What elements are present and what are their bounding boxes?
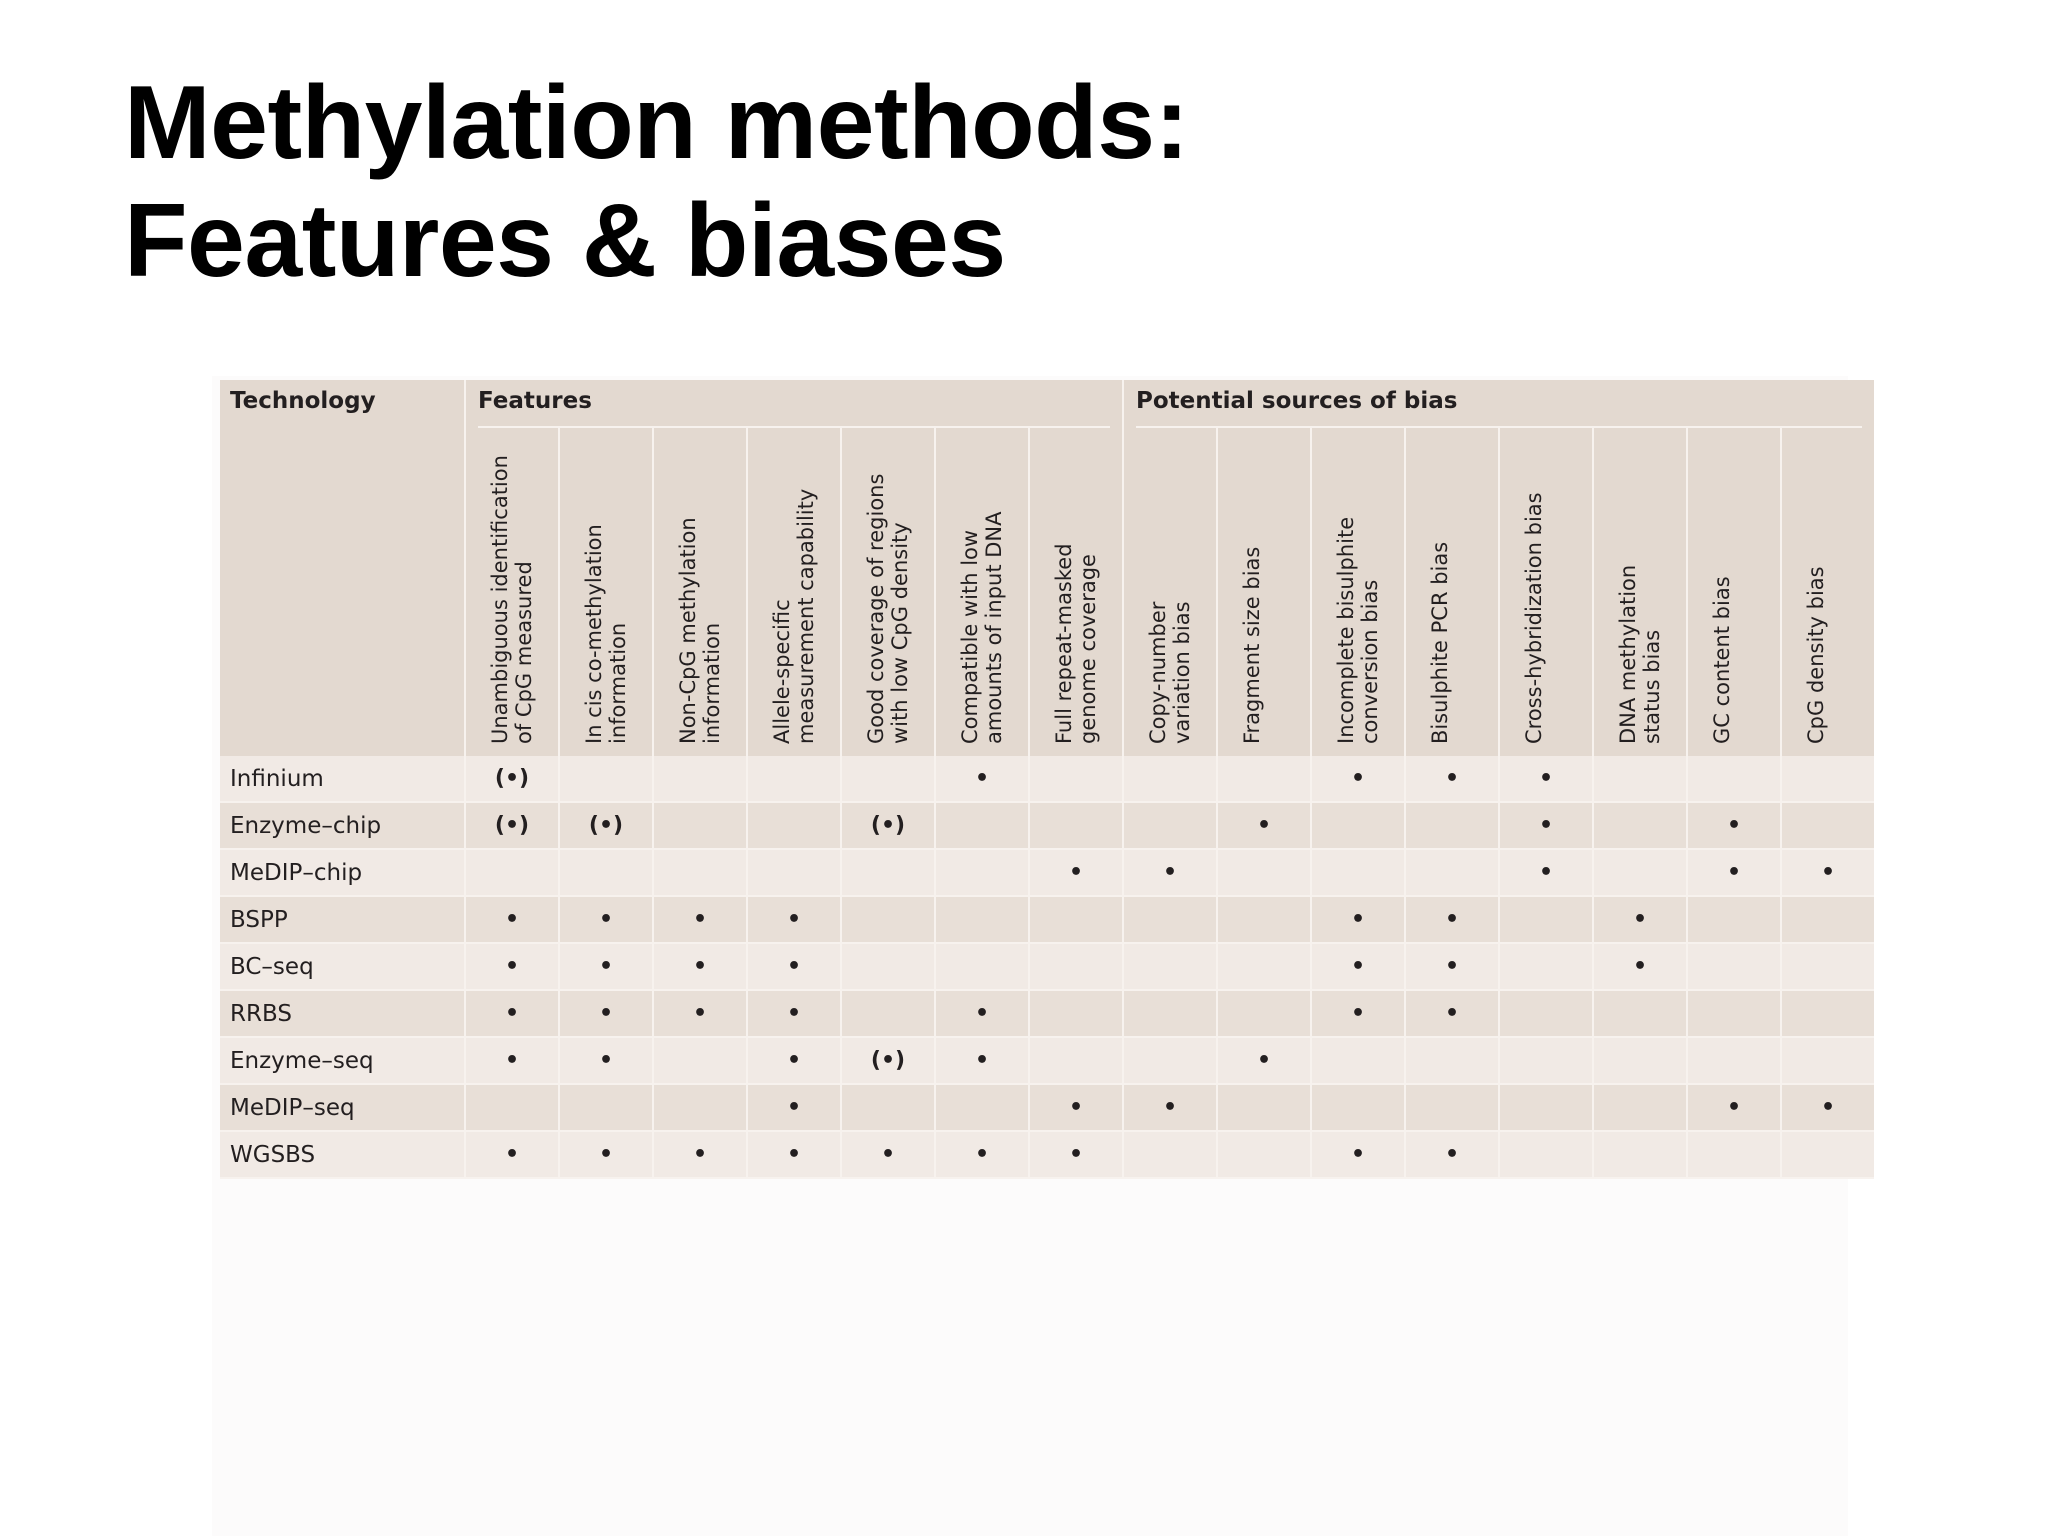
table-cell: • (1499, 849, 1593, 896)
group-header-row (220, 380, 1874, 428)
table-cell (1499, 1131, 1593, 1178)
column-header-label: CpG density bias (1804, 566, 1828, 744)
table-cell (1687, 1037, 1781, 1084)
slide-title (124, 64, 1189, 300)
table-cell (1781, 1131, 1874, 1178)
table-cell (653, 756, 747, 802)
table-cell (1217, 990, 1311, 1037)
table-cell: • (747, 1037, 841, 1084)
column-header-label: Non-CpG methylation information (676, 517, 724, 744)
feature-column-header (935, 428, 1029, 756)
table-cell: • (1029, 1131, 1123, 1178)
table-cell: • (747, 943, 841, 990)
table-cell: • (465, 990, 559, 1037)
table-cell: • (1123, 1084, 1217, 1131)
table-cell (1123, 943, 1217, 990)
table-cell (1593, 849, 1687, 896)
table-cell (559, 849, 653, 896)
table-row (220, 849, 1874, 896)
slide-title-line-2: Features & biases (124, 183, 1006, 299)
table-cell: (•) (465, 756, 559, 802)
technology-cell: Enzyme–chip (220, 802, 465, 849)
technology-cell: MeDIP–chip (220, 849, 465, 896)
table-cell (1029, 943, 1123, 990)
table-cell: • (747, 1131, 841, 1178)
table-cell (1593, 1037, 1687, 1084)
table-cell (1405, 1037, 1499, 1084)
table-row (220, 802, 1874, 849)
table-cell (1029, 1037, 1123, 1084)
table-cell: (•) (559, 802, 653, 849)
table-cell: • (465, 1037, 559, 1084)
table-cell (1311, 802, 1405, 849)
table-cell (1405, 802, 1499, 849)
table-cell: • (1217, 1037, 1311, 1084)
table-cell (1781, 896, 1874, 943)
technology-cell: Enzyme–seq (220, 1037, 465, 1084)
table-cell (1029, 990, 1123, 1037)
table-cell (1217, 849, 1311, 896)
feature-column-header (653, 428, 747, 756)
column-header-label: DNA methylation status bias (1616, 564, 1664, 744)
table-cell (1217, 1084, 1311, 1131)
table-row (220, 1131, 1874, 1178)
table-cell (1687, 943, 1781, 990)
table-cell (841, 849, 935, 896)
table-cell: (•) (465, 802, 559, 849)
table-cell (1499, 896, 1593, 943)
table-cell (1029, 756, 1123, 802)
table-cell: • (747, 990, 841, 1037)
column-header-label: In cis co-methylation information (582, 524, 630, 744)
table-cell (935, 802, 1029, 849)
table-cell (747, 756, 841, 802)
table-cell (1593, 990, 1687, 1037)
table-cell: • (653, 1131, 747, 1178)
table-cell (841, 756, 935, 802)
table-cell: • (1311, 990, 1405, 1037)
table-cell (653, 1037, 747, 1084)
table-cell: • (1499, 802, 1593, 849)
bias-column-header (1593, 428, 1687, 756)
table-cell (1217, 896, 1311, 943)
table-cell: • (1311, 896, 1405, 943)
table-cell (1687, 990, 1781, 1037)
feature-column-header (1029, 428, 1123, 756)
table-cell (1217, 1131, 1311, 1178)
technology-header: Technology (220, 380, 465, 428)
table-cell (841, 990, 935, 1037)
table-cell: • (653, 896, 747, 943)
bias-group-header (1123, 380, 1874, 428)
table-cell (1687, 896, 1781, 943)
table-cell (1217, 943, 1311, 990)
table-cell (1499, 1084, 1593, 1131)
table-cell: • (1687, 802, 1781, 849)
table-cell (935, 896, 1029, 943)
table-cell (841, 943, 935, 990)
table-cell (935, 1084, 1029, 1131)
table-cell: • (1593, 896, 1687, 943)
table-cell (841, 1084, 935, 1131)
feature-column-header (559, 428, 653, 756)
table-cell: (•) (841, 802, 935, 849)
column-header-label: Fragment size bias (1240, 546, 1264, 744)
table-cell (1311, 1084, 1405, 1131)
table-cell (653, 802, 747, 849)
table-cell (1499, 990, 1593, 1037)
technology-cell: MeDIP–seq (220, 1084, 465, 1131)
table-body (220, 756, 1874, 1178)
table-cell (1593, 756, 1687, 802)
table-cell: • (935, 1037, 1029, 1084)
table-cell (465, 1084, 559, 1131)
table-cell (1123, 756, 1217, 802)
table-cell: • (465, 1131, 559, 1178)
table-cell (1781, 802, 1874, 849)
column-header-label: Full repeat-masked genome coverage (1052, 543, 1100, 744)
column-header-label: Bisulphite PCR bias (1428, 541, 1452, 744)
table-cell: • (1781, 849, 1874, 896)
table-cell: • (1405, 1131, 1499, 1178)
column-header-label: Copy-number variation bias (1146, 601, 1194, 744)
column-header-label: Compatible with low amounts of input DNA (958, 511, 1006, 744)
table-cell: • (1593, 943, 1687, 990)
table-cell (1405, 849, 1499, 896)
table-cell (1217, 756, 1311, 802)
technology-cell: BSPP (220, 896, 465, 943)
table-row (220, 1037, 1874, 1084)
column-header-label: Unambiguous identification of CpG measured (488, 455, 536, 744)
features-group-label: Features (478, 388, 592, 414)
table-cell (1499, 943, 1593, 990)
table-cell (1123, 896, 1217, 943)
table-cell (1687, 1131, 1781, 1178)
table-cell: • (1781, 1084, 1874, 1131)
methylation-methods-table (220, 380, 1874, 1179)
table-cell (1781, 990, 1874, 1037)
feature-column-header (841, 428, 935, 756)
table-cell: • (653, 943, 747, 990)
feature-column-header (747, 428, 841, 756)
table-cell (653, 849, 747, 896)
table-cell (1781, 943, 1874, 990)
table-cell (747, 802, 841, 849)
table-cell (1781, 1037, 1874, 1084)
bias-group-label: Potential sources of bias (1136, 388, 1458, 414)
table-cell (1593, 802, 1687, 849)
table-cell: • (1405, 990, 1499, 1037)
table-cell (747, 849, 841, 896)
table-cell (1781, 756, 1874, 802)
column-header-label: Allele-specific measurement capability (770, 488, 818, 744)
table-cell (935, 943, 1029, 990)
table-cell: • (935, 990, 1029, 1037)
table-cell: • (1311, 1131, 1405, 1178)
technology-cell: WGSBS (220, 1131, 465, 1178)
bias-column-header (1499, 428, 1593, 756)
table-cell: • (747, 1084, 841, 1131)
table-cell (1593, 1084, 1687, 1131)
table-cell: • (1311, 943, 1405, 990)
table-cell: • (465, 943, 559, 990)
table-cell (1499, 1037, 1593, 1084)
table-cell (1687, 756, 1781, 802)
table-cell: • (1687, 1084, 1781, 1131)
table-row (220, 990, 1874, 1037)
table-cell (559, 756, 653, 802)
bias-column-header (1217, 428, 1311, 756)
technology-header-spacer (220, 428, 465, 756)
column-header-label: Cross-hybridization bias (1522, 492, 1546, 744)
table-cell (1029, 896, 1123, 943)
table-cell: • (559, 990, 653, 1037)
features-group-header (465, 380, 1123, 428)
column-header-label: Incomplete bisulphite conversion bias (1334, 516, 1382, 744)
table-cell: • (1687, 849, 1781, 896)
table-cell: (•) (841, 1037, 935, 1084)
table-cell (1123, 1131, 1217, 1178)
column-header-label: GC content bias (1710, 576, 1734, 744)
slide-title-line-1: Methylation methods: (124, 65, 1189, 181)
table-cell (1405, 1084, 1499, 1131)
table-cell (559, 1084, 653, 1131)
table-cell (1123, 802, 1217, 849)
technology-cell: RRBS (220, 990, 465, 1037)
table-cell (1029, 802, 1123, 849)
table-cell: • (1499, 756, 1593, 802)
bias-column-header (1405, 428, 1499, 756)
table-cell: • (559, 943, 653, 990)
table-cell: • (841, 1131, 935, 1178)
table-cell (653, 1084, 747, 1131)
table-cell: • (1405, 756, 1499, 802)
table-cell: • (559, 896, 653, 943)
technology-cell: BC–seq (220, 943, 465, 990)
table-row (220, 896, 1874, 943)
table-cell: • (935, 756, 1029, 802)
column-header-row (220, 428, 1874, 756)
table-row (220, 756, 1874, 802)
table-cell: • (465, 896, 559, 943)
table-cell: • (559, 1131, 653, 1178)
table-cell (935, 849, 1029, 896)
technology-cell: Infinium (220, 756, 465, 802)
table-cell: • (1123, 849, 1217, 896)
feature-column-header (465, 428, 559, 756)
table-cell (1123, 990, 1217, 1037)
table-cell: • (559, 1037, 653, 1084)
table-cell: • (1405, 943, 1499, 990)
table-cell: • (747, 896, 841, 943)
table-cell: • (653, 990, 747, 1037)
table-cell (1311, 1037, 1405, 1084)
bias-column-header (1781, 428, 1874, 756)
table-cell (1123, 1037, 1217, 1084)
column-header-label: Good coverage of regions with low CpG density (864, 473, 912, 744)
table-cell: • (1029, 1084, 1123, 1131)
table-cell (465, 849, 559, 896)
bias-column-header (1311, 428, 1405, 756)
table-cell: • (1217, 802, 1311, 849)
table-cell: • (1311, 756, 1405, 802)
bias-column-header (1687, 428, 1781, 756)
table-row (220, 943, 1874, 990)
table-cell (1593, 1131, 1687, 1178)
table-cell (841, 896, 935, 943)
table-cell: • (1029, 849, 1123, 896)
table-cell: • (935, 1131, 1029, 1178)
bias-column-header (1123, 428, 1217, 756)
table-cell: • (1405, 896, 1499, 943)
table-cell (1311, 849, 1405, 896)
table-row (220, 1084, 1874, 1131)
